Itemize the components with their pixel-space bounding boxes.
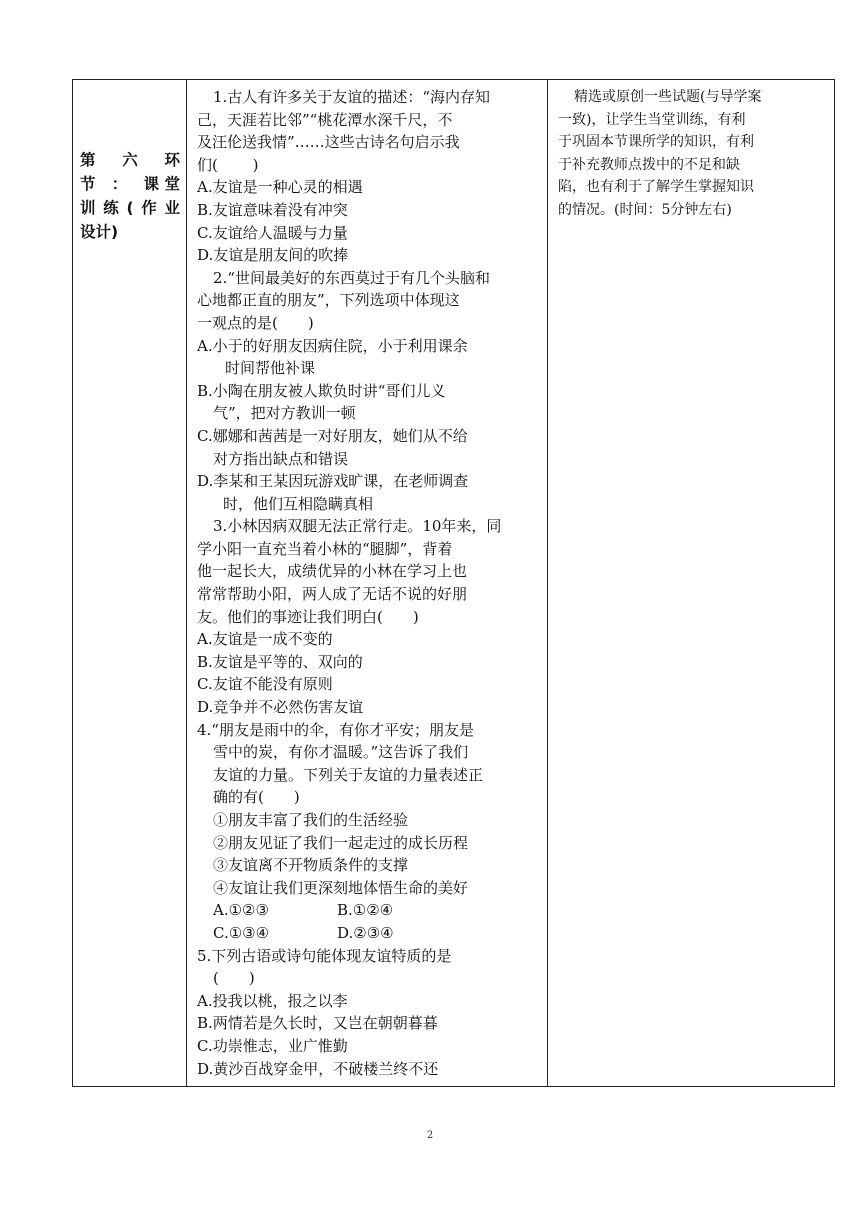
option-continuation: 时，他们互相隐瞒真相 bbox=[223, 494, 374, 513]
section-title-line: 节 ： 课堂 bbox=[80, 175, 180, 193]
option: B.友谊是平等的、双向的 bbox=[197, 652, 363, 671]
question-text-line: 确的有( ) bbox=[213, 788, 300, 807]
question-5 bbox=[197, 945, 541, 1081]
question-text-line: 他一起长大，成绩优异的小林在学习上也 bbox=[197, 562, 468, 581]
option: A.友谊是一种心灵的相遇 bbox=[197, 178, 363, 197]
option: B.友谊意味着没有冲突 bbox=[197, 200, 348, 219]
lesson-plan-table bbox=[72, 79, 835, 1087]
question-text-line: 学小阳一直充当着小林的“腿脚”，背着 bbox=[197, 539, 453, 558]
option-continuation: 气”，把对方教训一顿 bbox=[213, 404, 356, 423]
section-title-line: 训练(作业 bbox=[80, 199, 180, 217]
question-text-line: 及汪伦送我情”……这些古诗名句启示我 bbox=[197, 133, 460, 152]
question-text-line: 4.“朋友是雨中的伞，有你才平安；朋友是 bbox=[197, 720, 474, 739]
option: D.黄沙百战穿金甲，不破楼兰终不还 bbox=[197, 1059, 439, 1078]
statement: ②朋友见证了我们一起走过的成长历程 bbox=[213, 833, 469, 852]
question-text-line: 友。他们的事迹让我们明白( ) bbox=[197, 607, 419, 626]
option-row bbox=[197, 899, 541, 922]
design-note-line: 的情况。(时间：5分钟左右) bbox=[558, 201, 732, 218]
statement: ①朋友丰富了我们的生活经验 bbox=[213, 811, 409, 829]
question-text-line: 们( ) bbox=[197, 155, 259, 174]
question-3 bbox=[197, 515, 541, 718]
question-text-line: 3.小林因病双腿无法正常行走。10年来，同 bbox=[213, 517, 502, 536]
question-4 bbox=[197, 719, 541, 945]
question-2 bbox=[197, 267, 541, 516]
design-note-line: 精选或原创一些试题(与导学案 bbox=[574, 89, 762, 105]
table-row bbox=[73, 80, 835, 1087]
option-continuation: 对方指出缺点和错误 bbox=[213, 449, 349, 468]
design-note-cell bbox=[548, 80, 835, 1087]
option: C.友谊不能没有原则 bbox=[197, 675, 333, 694]
page-number: 2 bbox=[426, 1130, 434, 1141]
question-text-line: 常常帮助小阳，两人成了无话不说的好朋 bbox=[197, 585, 468, 604]
option: D.②③④ bbox=[337, 923, 394, 942]
question-text-line: 一观点的是( ) bbox=[197, 313, 314, 332]
option: A.友谊是一成不变的 bbox=[197, 630, 333, 649]
section-title-line: 第 六 环 bbox=[80, 151, 180, 169]
section-title-line: 设计) bbox=[80, 223, 119, 241]
option: C.娜娜和茜茜是一对好朋友，她们从不给 bbox=[197, 426, 468, 445]
design-note-line: 一致)，让学生当堂训练，有利 bbox=[558, 111, 746, 128]
option: A.①②③ bbox=[213, 901, 269, 920]
design-note-line: 陷，也有利于了解学生掌握知识 bbox=[558, 179, 754, 196]
exercise-cell bbox=[187, 80, 548, 1087]
design-note-line: 于补充教师点拨中的不足和缺 bbox=[558, 156, 740, 173]
question-text-line: 1.古人有许多关于友谊的描述：“海内存知 bbox=[213, 88, 490, 106]
design-note-line: 于巩固本节课所学的知识，有利 bbox=[558, 134, 754, 151]
question-text-line: 友谊的力量。下列关于友谊的力量表述正 bbox=[213, 765, 484, 784]
option: B.小陶在朋友被人欺负时讲“哥们儿义 bbox=[197, 381, 446, 400]
option: C.①③④ bbox=[213, 923, 270, 942]
section-title-cell bbox=[73, 80, 187, 1087]
question-text-line: 5.下列古语或诗句能体现友谊特质的是 bbox=[197, 946, 452, 965]
option: B.两情若是久长时，又岂在朝朝暮暮 bbox=[197, 1014, 438, 1033]
option-row bbox=[197, 922, 541, 945]
option: A.投我以桃，报之以李 bbox=[197, 991, 348, 1010]
question-text-line: 雪中的炭，有你才温暖。”这告诉了我们 bbox=[213, 743, 469, 762]
question-text-line: 己，天涯若比邻”“桃花潭水深千尺，不 bbox=[197, 110, 453, 129]
option-continuation: 时间帮他补课 bbox=[225, 359, 316, 378]
option: D.友谊是朋友间的吹捧 bbox=[197, 246, 349, 265]
question-1 bbox=[197, 86, 541, 267]
option: B.①②④ bbox=[337, 901, 394, 920]
option: C.友谊给人温暖与力量 bbox=[197, 223, 348, 242]
statement: ④友谊让我们更深刻地体悟生命的美好 bbox=[213, 878, 469, 897]
option: D.竞争并不必然伤害友谊 bbox=[197, 698, 364, 717]
question-text-line: ( ) bbox=[213, 969, 255, 988]
option: C.功崇惟志，业广惟勤 bbox=[197, 1036, 348, 1055]
question-text-line: 心地都正直的朋友”，下列选项中体现这 bbox=[197, 291, 460, 310]
question-text-line: 2.“世间最美好的东西莫过于有几个头脑和 bbox=[213, 268, 490, 287]
statement: ③友谊离不开物质条件的支撑 bbox=[213, 856, 409, 875]
option: A.小于的好朋友因病住院，小于利用课余 bbox=[197, 336, 468, 355]
option: D.李某和王某因玩游戏旷课，在老师调查 bbox=[197, 472, 469, 491]
